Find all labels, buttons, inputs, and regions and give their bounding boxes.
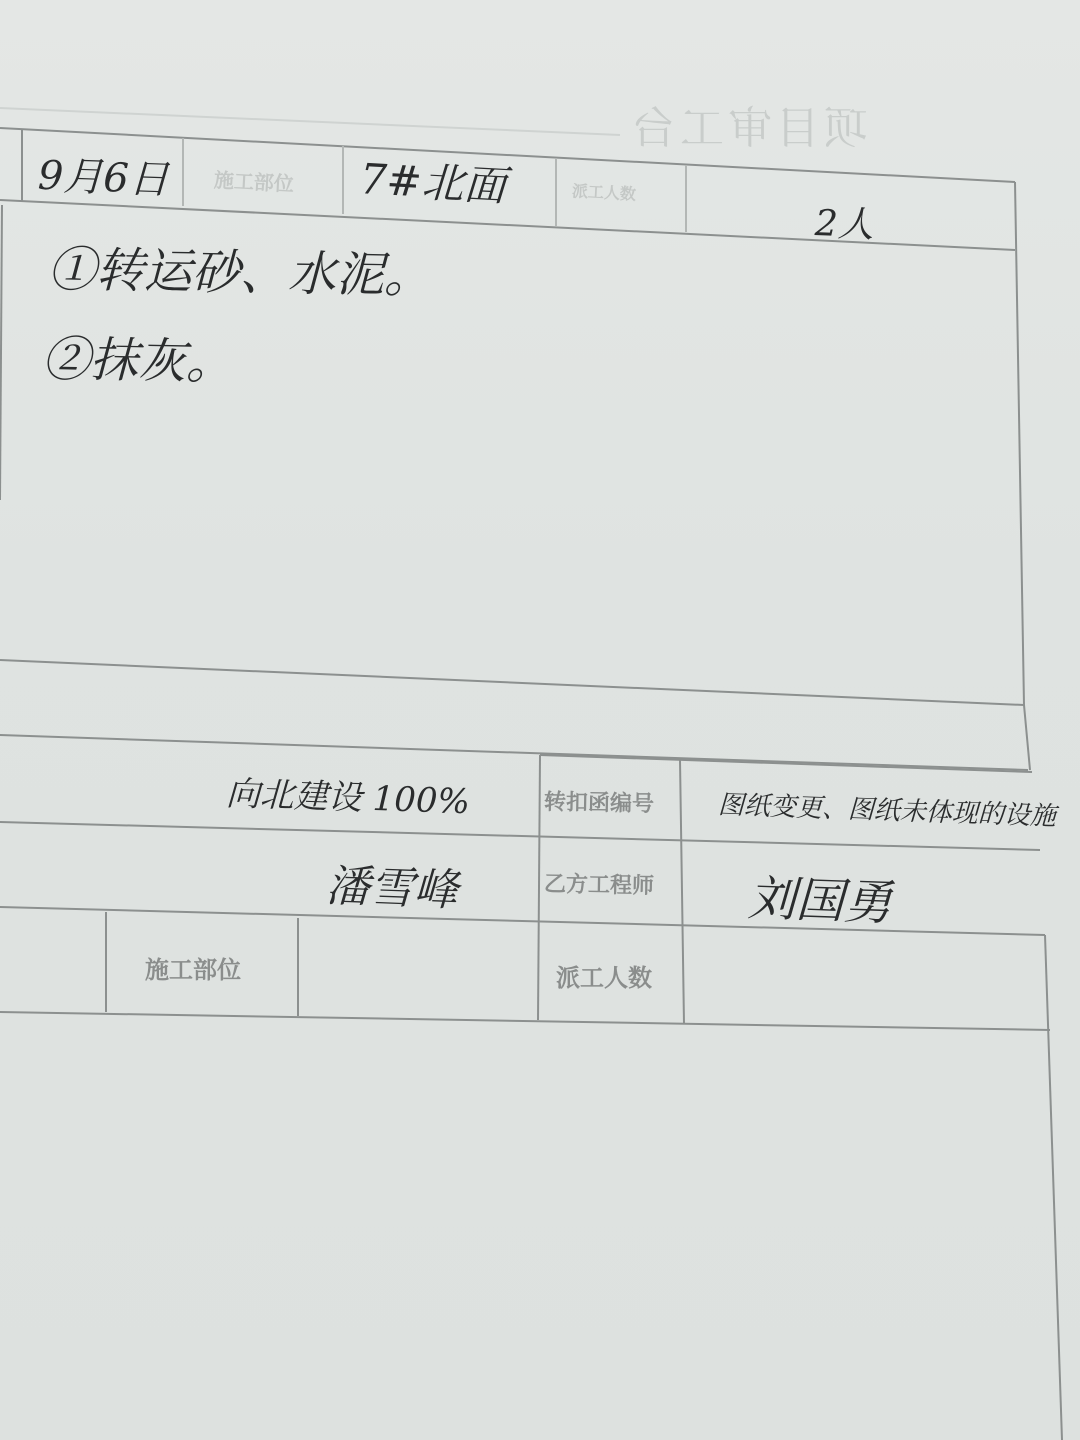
position-label: 施工部位 (145, 956, 241, 984)
signature-left: 潘雪峰 (324, 860, 459, 917)
workers-value: 2人 (814, 202, 875, 247)
position-value: 7#北面 (358, 154, 507, 211)
date-value: 9月6日 (37, 152, 170, 204)
company-note: 向北建设 100% (225, 773, 471, 823)
count-label: 派工人数 (556, 964, 652, 992)
ref-no-label: 转扣函编号 (543, 790, 655, 817)
engineer-label: 乙方工程师 (543, 872, 655, 899)
engineer-name: 刘国勇 (746, 870, 893, 932)
position-label-faint: 施工部位 (213, 167, 295, 197)
ref-value: 图纸变更、图纸未体现的设施 (717, 790, 1057, 832)
task-item: ②抹灰。 (41, 331, 235, 391)
task-item: ①转运砂、水泥。 (47, 241, 433, 305)
bleed-through-title: 项目审工台 (628, 103, 868, 154)
count-label-faint: 派工人数 (571, 181, 637, 204)
